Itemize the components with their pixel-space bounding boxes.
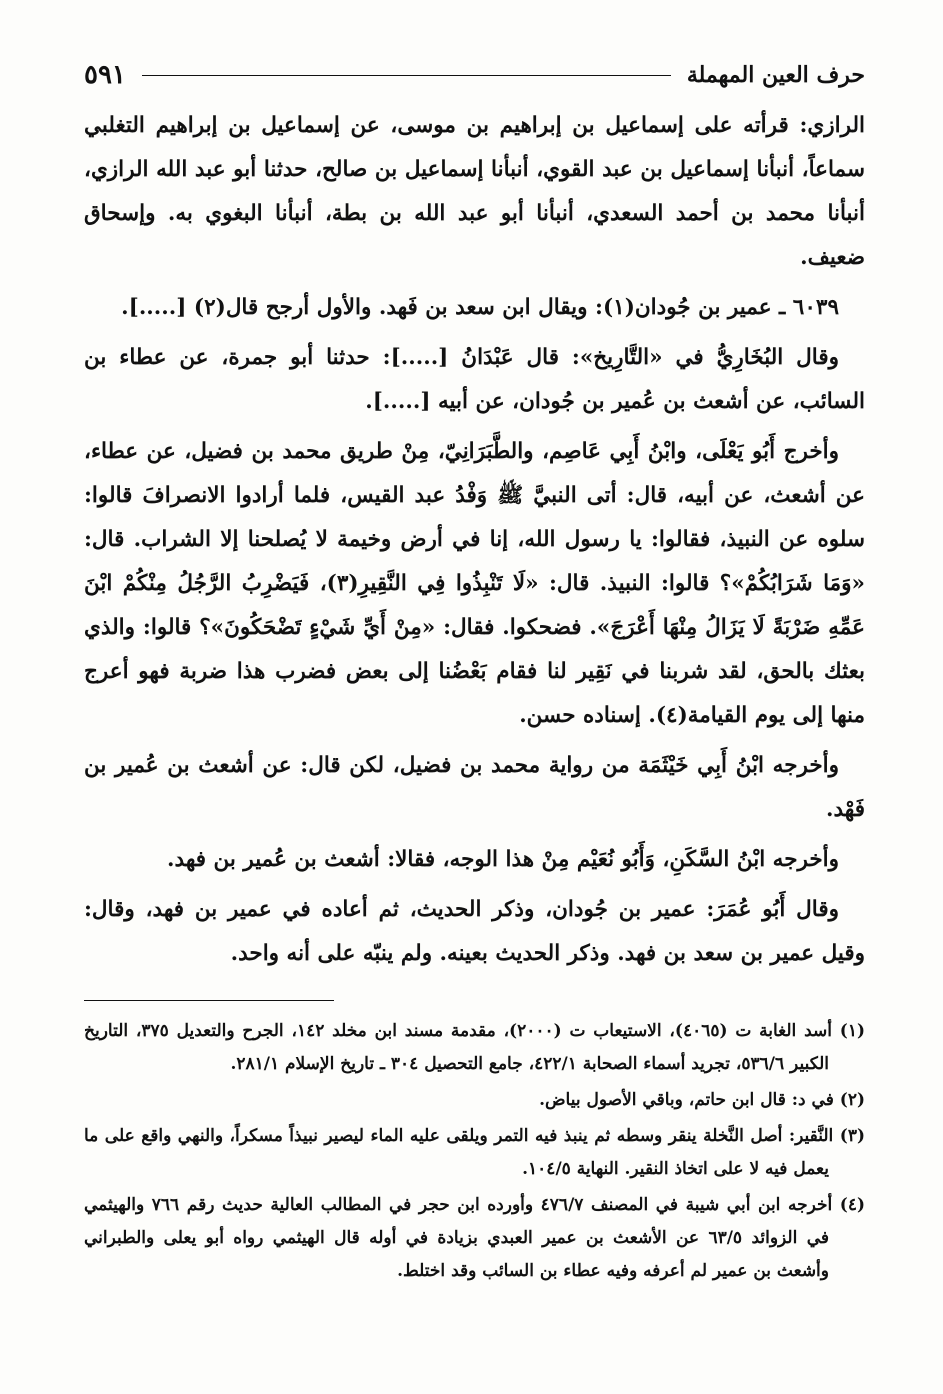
- entry-heading-6039: ٦٠٣٩ ـ عمير بن جُودان(١): ويقال ابن سعد بن فَهد. والأول أرجح قال(٢) [.....].: [121, 295, 839, 320]
- paragraph-6: وأخرجه ابْنُ السَّكَنِ، وَأَبُو نُعَيْم مِنْ هذا الوجه، فقالا: أشعث بن عُمير بن فهد.: [167, 847, 839, 872]
- footnote-4: (٤) أخرجه ابن أبي شيبة في المصنف ٤٧٦/٧ وأورده ابن حجر في المطالب العالية حديث رقم ٧٦٦ والهيثمي في الزوائد ٦٣/٥ عن الأشعث بن عمير العبدي بزيادة في أوله قال الهيثمي رواه أبو يعلى والطبراني وأشعث بن عمير لم أعرفه وفيه عطاء بن السائب وقد اختلط.: [84, 1195, 866, 1281]
- paragraph-3: وقال البُخَارِيُّ في «التَّارِيخ»: قال عَبْدَانُ [.....]: حدثنا أبو جمرة، عن عطاء بن السائب، عن أشعث بن عُمير بن جُودان، عن أبيه [.....].: [84, 345, 865, 414]
- footnote-separator: [84, 1000, 334, 1001]
- footnote-1: (١) أسد الغابة ت (٤٠٦٥)، الاستيعاب ت (٢٠٠٠)، مقدمة مسند ابن مخلد ١٤٢، الجرح والتعديل ٣٧٥، التاريخ الكبير ٥٣٦/٦، تجريد أسماء الصحابة ٤٢٢/١، جامع التحصيل ٣٠٤ ـ تاريخ الإسلام ٢٨١/١.: [84, 1021, 865, 1074]
- footnote-3: (٣) النَّقير: أصل النَّخلة ينقر وسطه ثم ينبذ فيه التمر ويلقى عليه الماء ليصير نبيذاً مسكراً، والنهي واقع على ما يعمل فيه لا على اتخاذ النقير. النهاية ١٠٤/٥.: [84, 1126, 865, 1179]
- paragraph-5: وأخرجه ابْنُ أَبِي خَيْثَمَة من رواية محمد بن فضيل، لكن قال: عن أشعث بن عُمير بن فَهْد.: [84, 753, 865, 822]
- header-rule: [142, 75, 671, 76]
- paragraph-4: وأخرج أَبُو يَعْلَى، وابْنُ أَبِي عَاصِم، والطَّبَرَانِيّ، مِنْ طريق محمد بن فضيل، عن عطاء، عن أشعث، عن أبيه، قال: أتى النبيَّ ﷺ وَفْدُ عبد القيس، فلما أرادوا الانصرافَ قالوا: سلوه عن النبيذ، فقالوا: يا رسول الله، إنا في أرض وخيمة لا يُصلحنا إلا الشراب. قال: «وَمَا شَرَابُكُمْ»؟ قالوا: النبيذ. قال: «لَا تَنْبِذُوا فِي النَّقِيرِ(٣)، فَيَضْرِبُ الرَّجُلُ مِنْكُمْ ابْنَ عَمِّهِ ضَرْبَةً لَا يَزَالُ مِنْهَا أَعْرَجَ». فضحكوا. فقال: «مِنْ أَيِّ شَيْءٍ تَضْحَكُونَ»؟ قالوا: والذي بعثك بالحق، لقد شربنا في نَقِير لنا فقام بَعْضُنا إلى بعض فضرب هذا ضربة فهو أعرج منها إلى يوم القيامة(٤). إسناده حسن.: [84, 439, 865, 728]
- main-text: [84, 104, 865, 976]
- paragraph-1: الرازي: قرأته على إسماعيل بن إبراهيم بن موسى، عن إسماعيل بن إبراهيم التغلبي سماعاً، أنبأنا إسماعيل بن عبد القوي، أنبأنا إسماعيل بن صالح، حدثنا أبو عبد الله الرازي، أنبأنا محمد بن أحمد السعدي، أنبأنا أبو عبد الله بن بطة، أنبأنا البغوي به. وإسحاق ضعيف.: [84, 113, 865, 270]
- chapter-title: حرف العين المهملة: [686, 62, 865, 88]
- footnotes: [84, 1015, 865, 1288]
- page-number: ٥٩١: [84, 60, 126, 90]
- paragraph-7: وقال أَبُو عُمَرَ: عمير بن جُودان، وذكر الحديث، ثم أعاده في عمير بن فهد، وقال: وقيل عمير بن سعد بن فهد. وذكر الحديث بعينه. ولم ينبّه على أنه واحد.: [84, 897, 865, 966]
- page-header: [84, 52, 865, 98]
- footnote-2: (٢) في د: قال ابن حاتم، وباقي الأصول بياض.: [539, 1090, 865, 1110]
